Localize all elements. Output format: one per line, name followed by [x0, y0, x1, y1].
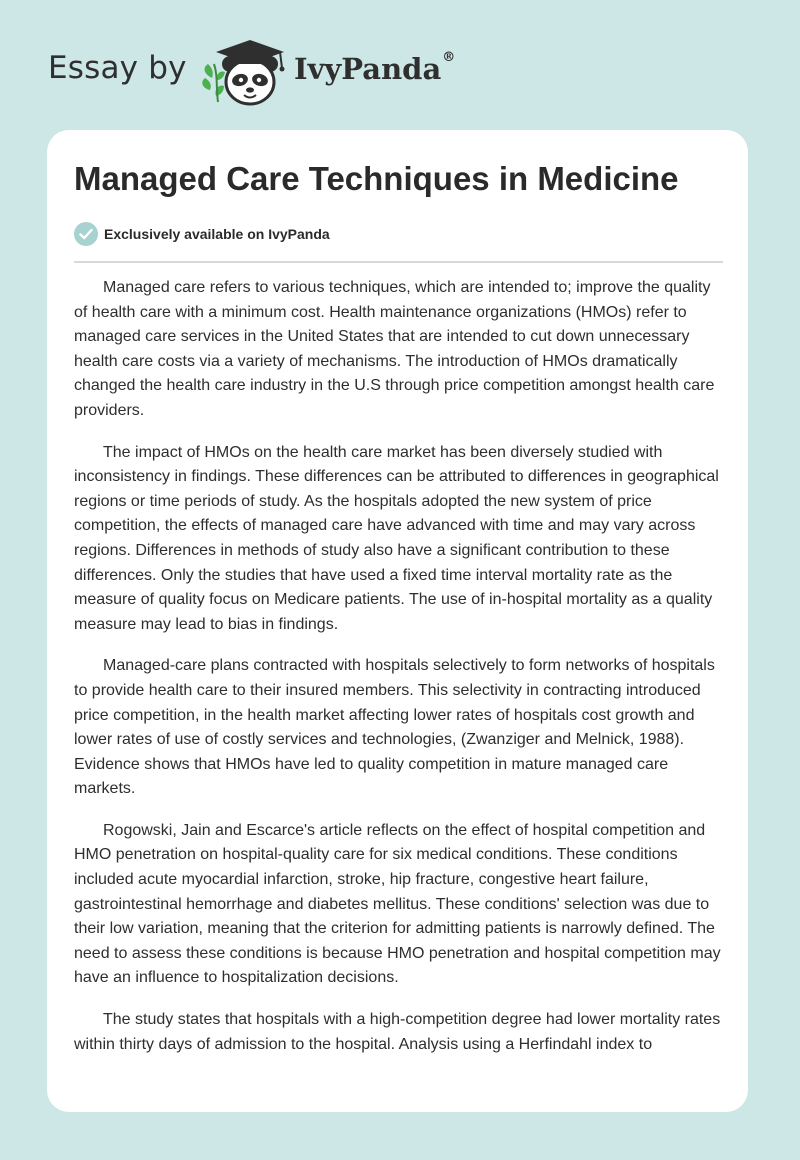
paragraph: The impact of HMOs on the health care market has been diversely studied with inconsistency in findings. These differences can be attributed to differences in geographical regions or time periods of study. As the hospitals adopted the new system of price competition, the effects of managed care have advanced with time and may vary across regions. Differences in methods of study also have a significant contribution to these differences. Only the studies that have used a fixed time interval mortality rate as the measure of quality focus on Medicare patients. The use of in-hospital mortality as a quality measure may lead to bias in findings.: [74, 443, 719, 633]
registered-mark: ®: [442, 50, 456, 65]
site-header: [48, 28, 748, 112]
paragraph: Rogowski, Jain and Escarce's article reflects on the effect of hospital competition and HMO penetration on hospital-quality care for six medical conditions. These conditions included acute myocardial infarction, stroke, hip fracture, congestive heart failure, gastrointestinal hemorrhage and diabetes mellitus. These conditions' selection was due to their low variation, meaning that the criterion for admitting patients is narrowly defined. The need to assess these conditions is because HMO penetration and hospital competition may have an influence to hospitalization decisions.: [74, 821, 721, 987]
paragraph: The study states that hospitals with a high-competition degree had lower mortality rates within thirty days of admission to the hospital. Analysis using a Herfindahl index to: [74, 1011, 721, 1053]
brand-name-text: IvyPanda: [294, 52, 442, 86]
brand-name[interactable]: [294, 52, 455, 86]
article-body: [74, 276, 726, 1074]
title-divider: [74, 261, 723, 263]
exclusive-label: Exclusively available on IvyPanda: [104, 226, 330, 242]
paragraph: Managed care refers to various techniques, which are intended to; improve the quality of health care with a minimum cost. Health maintenance organizations (HMOs) refer to managed care services in the United States that are intended to cut down unnecessary health care costs via a variety of mechanisms. The introduction of HMOs dramatically changed the health care industry in the U.S through price competition amongst health care providers.: [74, 279, 715, 419]
article-card: [47, 130, 748, 1112]
panda-graduate-icon[interactable]: [200, 34, 290, 110]
exclusive-badge: [74, 221, 330, 247]
page-title: Managed Care Techniques in Medicine: [74, 160, 679, 197]
checkmark-icon: [74, 222, 98, 246]
paragraph: Managed-care plans contracted with hospitals selectively to form networks of hospitals to provide health care to their insured members. This selectivity in contracting introduced price competition, in the health market affecting lower rates of hospitals cost growth and lower rates of use of costly services and technologies, (Zwanziger and Melnick, 1988). Evidence shows that HMOs have led to quality competition in mature managed care markets.: [74, 657, 715, 798]
brand-prefix: Essay by: [48, 50, 187, 86]
